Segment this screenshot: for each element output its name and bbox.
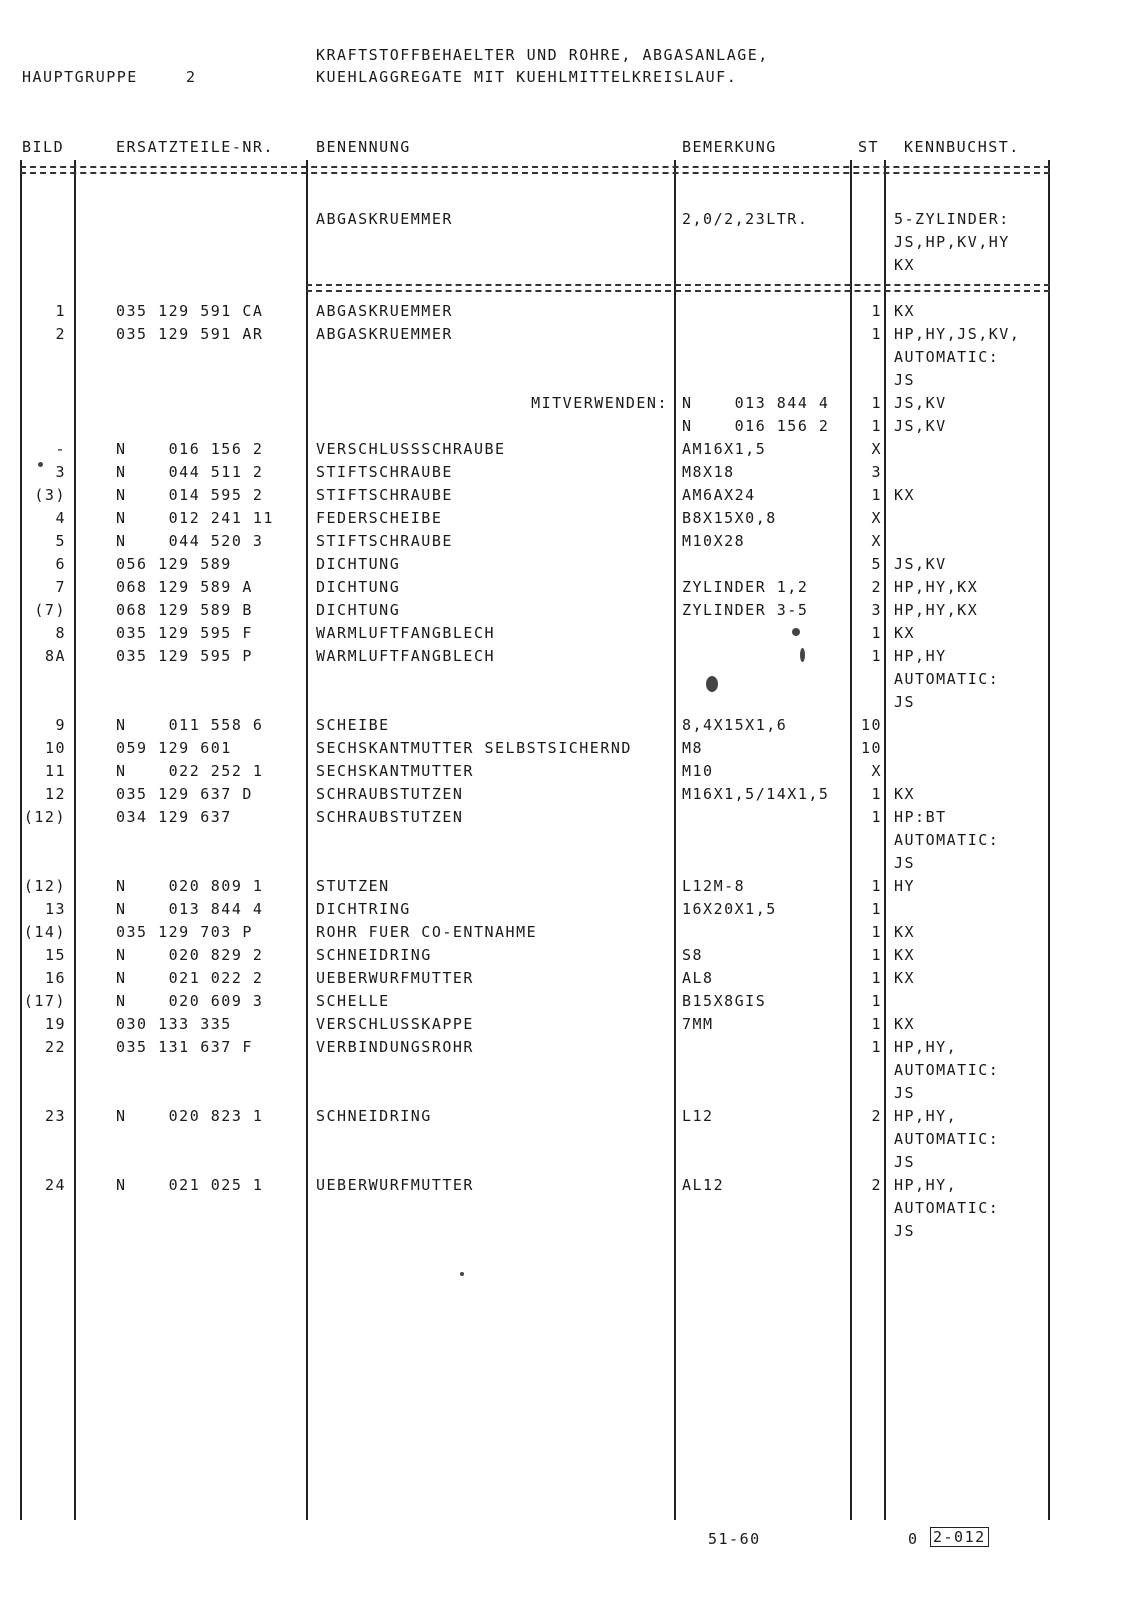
page-title-line1: KRAFTSTOFFBEHAELTER UND ROHRE, ABGASANLAGE,: [316, 46, 769, 64]
cell-bild: 8A: [44, 647, 66, 665]
cell-benennung: VERSCHLUSSKAPPE: [316, 1015, 474, 1033]
cell-benennung: SECHSKANTMUTTER: [316, 762, 474, 780]
cell-bemerkung: B8X15X0,8: [682, 509, 777, 527]
cell-bild: 11: [44, 762, 66, 780]
cell-st: 10: [860, 716, 882, 734]
cell-kennbuchst: AUTOMATIC:: [894, 1061, 1000, 1079]
scan-speck: [800, 648, 805, 662]
cell-kennbuchst: KX: [894, 624, 916, 642]
cell-bild: (14): [23, 923, 66, 941]
cell-benennung: UEBERWURFMUTTER: [316, 1176, 474, 1194]
section-kenn-line: JS,HP,KV,HY: [894, 233, 1010, 251]
cell-st: 1: [871, 992, 882, 1010]
section-rule: [306, 284, 1050, 286]
cell-teile-nr: 035 129 595 P: [116, 647, 253, 665]
cell-bild: 10: [44, 739, 66, 757]
cell-st: 2: [871, 1107, 882, 1125]
cell-st: 2: [871, 1176, 882, 1194]
cell-kennbuchst: JS: [894, 1084, 916, 1102]
cell-bemerkung: AL12: [682, 1176, 725, 1194]
cell-kennbuchst: HP,HY,KX: [894, 578, 979, 596]
cell-benennung: STIFTSCHRAUBE: [316, 463, 453, 481]
cell-benennung: DICHTRING: [316, 900, 411, 918]
cell-bild: 8: [55, 624, 66, 642]
cell-kennbuchst: KX: [894, 923, 916, 941]
cell-bild: 3: [55, 463, 66, 481]
cell-st: 1: [871, 394, 882, 412]
cell-teile-nr: N 020 823 1: [116, 1107, 264, 1125]
cell-st: X: [871, 762, 882, 780]
cell-st: 1: [871, 785, 882, 803]
scan-speck: [792, 628, 800, 636]
cell-st: 1: [871, 923, 882, 941]
cell-teile-nr: N 020 829 2: [116, 946, 264, 964]
col-header-benennung: BENENNUNG: [316, 138, 411, 156]
cell-kennbuchst: KX: [894, 1015, 916, 1033]
cell-kennbuchst: HP,HY,JS,KV,: [894, 325, 1021, 343]
column-rule: [1048, 160, 1050, 1520]
cell-bild: (17): [23, 992, 66, 1010]
cell-st: 1: [871, 417, 882, 435]
cell-benennung: ROHR FUER CO-ENTNAHME: [316, 923, 538, 941]
cell-bemerkung: M10: [682, 762, 714, 780]
cell-teile-nr: N 020 809 1: [116, 877, 264, 895]
cell-kennbuchst: HP,HY,: [894, 1038, 958, 1056]
cell-benennung: SCHNEIDRING: [316, 946, 432, 964]
cell-mitverwenden: MITVERWENDEN:: [531, 394, 668, 412]
section-kenn-line: KX: [894, 256, 916, 274]
cell-teile-nr: N 012 241 11: [116, 509, 274, 527]
cell-kennbuchst: HP,HY: [894, 647, 947, 665]
cell-benennung: WARMLUFTFANGBLECH: [316, 624, 496, 642]
cell-st: 2: [871, 578, 882, 596]
cell-teile-nr: N 022 252 1: [116, 762, 264, 780]
cell-teile-nr: N 013 844 4: [116, 900, 264, 918]
cell-st: X: [871, 532, 882, 550]
cell-kennbuchst: KX: [894, 302, 916, 320]
cell-bemerkung: M16X1,5/14X1,5: [682, 785, 830, 803]
cell-bemerkung: ZYLINDER 1,2: [682, 578, 809, 596]
col-header-st: ST: [858, 138, 880, 156]
cell-benennung: STIFTSCHRAUBE: [316, 486, 453, 504]
cell-st: 5: [871, 555, 882, 573]
cell-bemerkung: AM6AX24: [682, 486, 756, 504]
group-number: 2: [186, 68, 197, 86]
cell-bild: 15: [44, 946, 66, 964]
cell-benennung: SCHNEIDRING: [316, 1107, 432, 1125]
cell-benennung: SCHEIBE: [316, 716, 390, 734]
cell-bild: 19: [44, 1015, 66, 1033]
cell-bild: (12): [23, 808, 66, 826]
cell-st: X: [871, 509, 882, 527]
cell-st: 10: [860, 739, 882, 757]
cell-kennbuchst: AUTOMATIC:: [894, 831, 1000, 849]
cell-teile-nr: 030 133 335: [116, 1015, 232, 1033]
cell-kennbuchst: AUTOMATIC:: [894, 1199, 1000, 1217]
cell-bemerkung: N 013 844 4: [682, 394, 830, 412]
cell-teile-nr: N 020 609 3: [116, 992, 264, 1010]
cell-benennung: SECHSKANTMUTTER SELBSTSICHERND: [316, 739, 632, 757]
cell-st: X: [871, 440, 882, 458]
section-rule: [306, 290, 1050, 292]
cell-bild: -: [55, 440, 66, 458]
cell-teile-nr: N 016 156 2: [116, 440, 264, 458]
cell-benennung: ABGASKRUEMMER: [316, 302, 453, 320]
cell-teile-nr: 035 129 591 CA: [116, 302, 264, 320]
cell-teile-nr: 035 129 595 F: [116, 624, 253, 642]
cell-st: 1: [871, 647, 882, 665]
cell-benennung: SCHRAUBSTUTZEN: [316, 785, 464, 803]
cell-bemerkung: 8,4X15X1,6: [682, 716, 788, 734]
cell-bemerkung: N 016 156 2: [682, 417, 830, 435]
cell-teile-nr: N 021 022 2: [116, 969, 264, 987]
cell-kennbuchst: KX: [894, 785, 916, 803]
cell-bild: 22: [44, 1038, 66, 1056]
cell-bild: 9: [55, 716, 66, 734]
cell-bild: 23: [44, 1107, 66, 1125]
section-benennung: ABGASKRUEMMER: [316, 210, 453, 228]
cell-teile-nr: N 014 595 2: [116, 486, 264, 504]
cell-kennbuchst: JS: [894, 371, 916, 389]
group-label: HAUPTGRUPPE: [22, 68, 138, 86]
cell-teile-nr: N 011 558 6: [116, 716, 264, 734]
cell-teile-nr: N 044 511 2: [116, 463, 264, 481]
column-rule: [884, 160, 886, 1520]
cell-teile-nr: 035 129 703 P: [116, 923, 253, 941]
cell-bild: 7: [55, 578, 66, 596]
cell-bemerkung: AM16X1,5: [682, 440, 767, 458]
cell-teile-nr: N 044 520 3: [116, 532, 264, 550]
cell-st: 1: [871, 1015, 882, 1033]
cell-kennbuchst: JS,KV: [894, 394, 947, 412]
cell-bemerkung: M10X28: [682, 532, 746, 550]
cell-bemerkung: L12M-8: [682, 877, 746, 895]
cell-bemerkung: L12: [682, 1107, 714, 1125]
cell-teile-nr: 059 129 601: [116, 739, 232, 757]
col-header-teile-nr: ERSATZTEILE-NR.: [116, 138, 274, 156]
col-header-bemerkung: BEMERKUNG: [682, 138, 777, 156]
cell-st: 1: [871, 900, 882, 918]
column-rule: [306, 160, 308, 1520]
cell-bild: 13: [44, 900, 66, 918]
cell-st: 1: [871, 624, 882, 642]
scan-speck: [706, 676, 718, 692]
cell-kennbuchst: KX: [894, 486, 916, 504]
scan-speck: [38, 462, 43, 467]
cell-bild: 6: [55, 555, 66, 573]
cell-bild: (12): [23, 877, 66, 895]
column-rule: [674, 160, 676, 1520]
header-rule: [20, 166, 1050, 168]
cell-st: 1: [871, 302, 882, 320]
cell-bild: 5: [55, 532, 66, 550]
cell-benennung: DICHTUNG: [316, 578, 401, 596]
cell-kennbuchst: AUTOMATIC:: [894, 1130, 1000, 1148]
cell-bild: 24: [44, 1176, 66, 1194]
cell-st: 1: [871, 808, 882, 826]
cell-st: 3: [871, 463, 882, 481]
cell-bild: 16: [44, 969, 66, 987]
cell-st: 1: [871, 969, 882, 987]
cell-kennbuchst: AUTOMATIC:: [894, 670, 1000, 688]
cell-kennbuchst: JS,KV: [894, 417, 947, 435]
column-rule: [74, 160, 76, 1520]
cell-kennbuchst: HY: [894, 877, 916, 895]
cell-bemerkung: M8: [682, 739, 704, 757]
scan-speck: [460, 1272, 464, 1276]
column-rule: [20, 160, 22, 1520]
cell-bild: 1: [55, 302, 66, 320]
cell-kennbuchst: JS,KV: [894, 555, 947, 573]
cell-bemerkung: B15X8GIS: [682, 992, 767, 1010]
cell-kennbuchst: HP,HY,: [894, 1107, 958, 1125]
cell-bemerkung: 16X20X1,5: [682, 900, 777, 918]
cell-benennung: VERBINDUNGSROHR: [316, 1038, 474, 1056]
cell-kennbuchst: JS: [894, 1153, 916, 1171]
cell-teile-nr: 035 129 637 D: [116, 785, 253, 803]
footer-sheet-box: 2-012: [930, 1527, 989, 1547]
cell-benennung: DICHTUNG: [316, 601, 401, 619]
cell-teile-nr: 068 129 589 A: [116, 578, 253, 596]
cell-bemerkung: AL8: [682, 969, 714, 987]
cell-benennung: DICHTUNG: [316, 555, 401, 573]
footer-index: 0: [908, 1530, 919, 1548]
cell-kennbuchst: KX: [894, 969, 916, 987]
cell-bild: 2: [55, 325, 66, 343]
cell-benennung: VERSCHLUSSSCHRAUBE: [316, 440, 506, 458]
header-rule: [20, 172, 1050, 174]
cell-benennung: STUTZEN: [316, 877, 390, 895]
cell-st: 1: [871, 946, 882, 964]
cell-st: 1: [871, 325, 882, 343]
cell-bild: (3): [34, 486, 66, 504]
cell-bild: 12: [44, 785, 66, 803]
page-title-line2: KUEHLAGGREGATE MIT KUEHLMITTELKREISLAUF.: [316, 68, 738, 86]
cell-teile-nr: 068 129 589 B: [116, 601, 253, 619]
cell-kennbuchst: JS: [894, 693, 916, 711]
cell-benennung: SCHELLE: [316, 992, 390, 1010]
cell-bild: (7): [34, 601, 66, 619]
cell-teile-nr: N 021 025 1: [116, 1176, 264, 1194]
cell-benennung: SCHRAUBSTUTZEN: [316, 808, 464, 826]
col-header-bild: BILD: [22, 138, 65, 156]
cell-kennbuchst: AUTOMATIC:: [894, 348, 1000, 366]
cell-teile-nr: 035 131 637 F: [116, 1038, 253, 1056]
cell-st: 1: [871, 877, 882, 895]
cell-benennung: STIFTSCHRAUBE: [316, 532, 453, 550]
cell-bemerkung: M8X18: [682, 463, 735, 481]
cell-kennbuchst: JS: [894, 854, 916, 872]
cell-bemerkung: ZYLINDER 3-5: [682, 601, 809, 619]
cell-kennbuchst: HP,HY,: [894, 1176, 958, 1194]
section-kenn-line: 5-ZYLINDER:: [894, 210, 1010, 228]
cell-benennung: WARMLUFTFANGBLECH: [316, 647, 496, 665]
cell-teile-nr: 034 129 637: [116, 808, 232, 826]
col-header-kennbuchst: KENNBUCHST.: [904, 138, 1020, 156]
cell-st: 1: [871, 1038, 882, 1056]
cell-kennbuchst: JS: [894, 1222, 916, 1240]
column-rule: [850, 160, 852, 1520]
cell-kennbuchst: HP,HY,KX: [894, 601, 979, 619]
section-bemerkung: 2,0/2,23LTR.: [682, 210, 809, 228]
cell-kennbuchst: KX: [894, 946, 916, 964]
cell-bemerkung: 7MM: [682, 1015, 714, 1033]
cell-st: 1: [871, 486, 882, 504]
cell-bild: 4: [55, 509, 66, 527]
footer-pages: 51-60: [708, 1530, 761, 1548]
cell-kennbuchst: HP:BT: [894, 808, 947, 826]
cell-bemerkung: S8: [682, 946, 704, 964]
cell-teile-nr: 035 129 591 AR: [116, 325, 264, 343]
cell-teile-nr: 056 129 589: [116, 555, 232, 573]
cell-benennung: ABGASKRUEMMER: [316, 325, 453, 343]
cell-st: 3: [871, 601, 882, 619]
cell-benennung: FEDERSCHEIBE: [316, 509, 443, 527]
cell-benennung: UEBERWURFMUTTER: [316, 969, 474, 987]
